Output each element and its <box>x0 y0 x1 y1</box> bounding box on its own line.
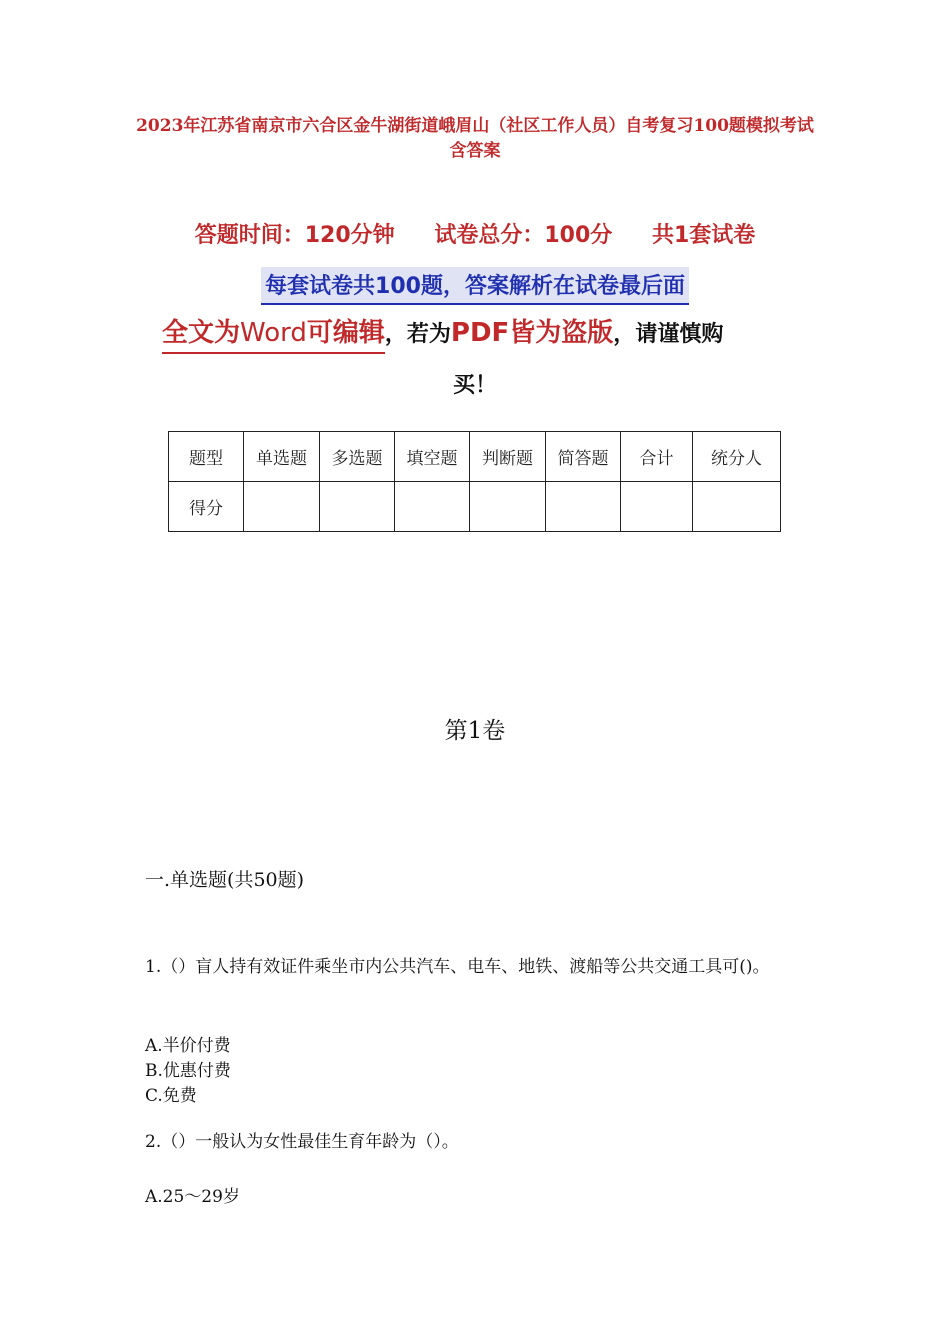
document-title: 2023年江苏省南京市六合区金牛湖街道峨眉山（社区工作人员）自考复习100题模拟考试含答案 <box>136 116 814 161</box>
exam-meta <box>0 218 950 249</box>
header-multiple-choice: 多选题 <box>320 432 395 482</box>
answer-notice-text: 每套试卷共100题，答案解析在试卷最后面 <box>261 267 689 305</box>
pdf-pirated-note: PDF皆为盗版 <box>450 318 614 348</box>
question-1: 1.（）盲人持有效证件乘坐市内公共汽车、电车、地铁、渡船等公共交通工具可()。 <box>145 957 770 977</box>
row-label-score: 得分 <box>169 482 244 532</box>
editable-note-suffix: 可编辑 <box>306 318 385 348</box>
header-fill-blank: 填空题 <box>395 432 470 482</box>
question-1-option-a: A.半价付费 <box>145 1036 231 1056</box>
score-table <box>168 431 781 532</box>
question-1-option-c: C.免费 <box>145 1086 197 1106</box>
answer-notice <box>0 267 950 305</box>
score-cell[interactable] <box>470 482 546 532</box>
warning-comma: ， <box>384 322 407 347</box>
header-scorer: 统分人 <box>693 432 781 482</box>
warning-if: 若为 <box>406 322 451 347</box>
header-true-false: 判断题 <box>470 432 546 482</box>
score-cell[interactable] <box>320 482 395 532</box>
score-cell[interactable] <box>244 482 320 532</box>
question-1-option-b: B.优惠付费 <box>145 1061 231 1081</box>
header-single-choice: 单选题 <box>244 432 320 482</box>
editable-note-prefix: 全文为 <box>162 318 241 348</box>
buy-caution: 请谨慎购 <box>635 322 724 347</box>
copyright-warning <box>162 312 723 349</box>
buy-caution-end: 买！ <box>452 373 497 398</box>
exam-sets: 共1套试卷 <box>651 223 756 248</box>
score-cell[interactable] <box>546 482 621 532</box>
header-short-answer: 简答题 <box>546 432 621 482</box>
volume-heading: 第1卷 <box>444 718 506 744</box>
score-table-header-row <box>169 432 781 482</box>
exam-time: 答题时间：120分钟 <box>194 223 395 248</box>
score-cell[interactable] <box>621 482 693 532</box>
header-type: 题型 <box>169 432 244 482</box>
score-cell[interactable] <box>395 482 470 532</box>
question-2-option-a: A.25～29岁 <box>145 1187 240 1207</box>
editable-note <box>162 318 385 354</box>
score-cell[interactable] <box>693 482 781 532</box>
exam-total-score: 试卷总分：100分 <box>434 223 613 248</box>
section-heading: 一.单选题(共50题) <box>145 869 305 891</box>
question-2: 2.（）一般认为女性最佳生育年龄为（）。 <box>145 1132 459 1152</box>
editable-note-word: Word <box>240 318 307 348</box>
header-total: 合计 <box>621 432 693 482</box>
warning-comma-2: ， <box>613 322 636 347</box>
score-table-score-row <box>169 482 781 532</box>
